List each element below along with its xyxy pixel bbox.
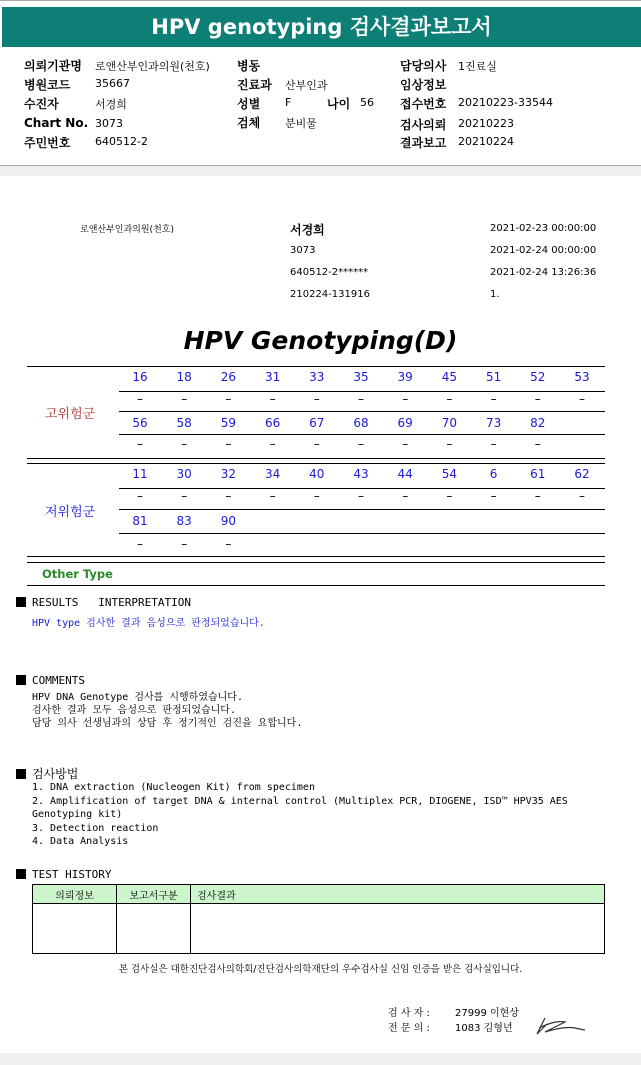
genotype-number: 61 bbox=[530, 467, 546, 481]
high-risk-label: 고위험군 bbox=[45, 407, 96, 422]
table-rule bbox=[27, 556, 605, 557]
history-cell bbox=[33, 904, 117, 954]
report-header bbox=[0, 0, 641, 166]
genotype-result: – bbox=[358, 392, 364, 406]
genotype-result: – bbox=[534, 489, 541, 503]
history-col-report-type: 보고서구분 bbox=[117, 885, 191, 904]
genotype-number: 26 bbox=[220, 370, 237, 384]
genotype-number: 32 bbox=[220, 467, 237, 481]
genotype-result: – bbox=[490, 437, 497, 451]
genotype-number: 44 bbox=[397, 467, 413, 481]
signature-image bbox=[535, 1014, 587, 1038]
info-label: 의뢰기관명 bbox=[24, 59, 82, 73]
method-line: 2. Amplification of target DNA & internal control (Multiplex PCR, DIOGENE, ISD™ HPV35 AES bbox=[32, 795, 568, 807]
genotype-result: – bbox=[402, 392, 409, 406]
genotype-number: 16 bbox=[132, 370, 148, 384]
info-label: 병동 bbox=[237, 59, 261, 73]
results-heading bbox=[16, 596, 191, 609]
summary-date: 2021-02-24 13:26:36 bbox=[490, 267, 597, 278]
genotype-number: 68 bbox=[353, 416, 369, 430]
info-label: 주민번호 bbox=[24, 136, 71, 150]
genotype-number: 35 bbox=[353, 370, 369, 384]
info-value: 로앤산부인과의원(천호) bbox=[95, 60, 210, 73]
genotype-number: 6 bbox=[489, 467, 498, 481]
info-value: 분비물 bbox=[285, 117, 317, 130]
method-line: 4. Data Analysis bbox=[32, 836, 129, 847]
certification-text: 본 검사실은 대한진단검사의학회/진단검사의학재단의 우수검사실 신임 인증을 받은 검사실입니다. bbox=[118, 964, 523, 975]
genotype-number: 58 bbox=[176, 416, 192, 430]
genotype-result: – bbox=[534, 437, 541, 451]
genotype-result: – bbox=[446, 489, 453, 503]
age-label: 나이 bbox=[327, 97, 351, 111]
info-value: F bbox=[285, 96, 292, 109]
table-rule bbox=[119, 434, 605, 435]
signer-value: 27999 이현상 bbox=[455, 1008, 519, 1019]
genotype-result: – bbox=[490, 489, 497, 503]
table-rule bbox=[27, 463, 605, 464]
report-title: HPV genotyping 검사결과보고서 bbox=[2, 7, 641, 47]
history-col-request: 의뢰정보 bbox=[33, 885, 117, 904]
info-value: 35667 bbox=[95, 77, 130, 90]
info-value: 3073 bbox=[95, 117, 123, 130]
signer-label: 검 사 자 : bbox=[388, 1008, 430, 1019]
genotype-number: 31 bbox=[264, 370, 281, 384]
genotype-number: 59 bbox=[220, 416, 237, 430]
genotype-result: – bbox=[269, 437, 276, 451]
info-label: 검사의뢰 bbox=[400, 118, 447, 132]
summary-code: 210224-131916 bbox=[290, 289, 370, 300]
genotype-number: 81 bbox=[132, 514, 148, 528]
info-label: 수진자 bbox=[24, 97, 59, 111]
genotype-result: – bbox=[225, 392, 232, 406]
genotype-result: – bbox=[181, 489, 188, 503]
info-label: 접수번호 bbox=[400, 97, 447, 111]
genotype-result: – bbox=[269, 392, 276, 406]
info-value: 서경희 bbox=[95, 98, 127, 111]
info-label: 임상정보 bbox=[400, 78, 447, 92]
info-label: 결과보고 bbox=[400, 136, 447, 150]
genotype-number: 43 bbox=[353, 467, 369, 481]
genotype-number: 34 bbox=[264, 467, 281, 481]
genotype-number: 70 bbox=[441, 416, 458, 430]
table-rule bbox=[27, 562, 605, 563]
genotype-result: – bbox=[402, 489, 409, 503]
info-label: 진료과 bbox=[237, 78, 272, 92]
signer-value: 1083 김형년 bbox=[455, 1023, 513, 1034]
method-line: 1. DNA extraction (Nucleogen Kit) from specimen bbox=[32, 782, 315, 793]
age-value: 56 bbox=[360, 96, 374, 109]
table-rule bbox=[119, 533, 605, 534]
genotype-result: – bbox=[534, 392, 541, 406]
genotype-number: 73 bbox=[485, 416, 502, 430]
genotype-number: 90 bbox=[220, 514, 237, 528]
genotype-result: – bbox=[313, 437, 320, 451]
genotype-result: – bbox=[358, 437, 364, 451]
genotype-number: 40 bbox=[309, 467, 325, 481]
genotype-result: – bbox=[269, 489, 276, 503]
genotype-number: 53 bbox=[574, 370, 590, 384]
report-page bbox=[0, 176, 641, 1053]
genotype-number: 51 bbox=[485, 370, 502, 384]
signer-label: 전 문 의 : bbox=[388, 1023, 430, 1034]
table-rule bbox=[27, 458, 605, 459]
info-value: 20210224 bbox=[458, 135, 514, 148]
genotype-result: – bbox=[137, 489, 143, 503]
genotype-result: – bbox=[225, 537, 232, 551]
history-cell bbox=[191, 904, 605, 954]
genotype-number: 82 bbox=[530, 416, 546, 430]
genotype-result: – bbox=[225, 437, 232, 451]
table-rule bbox=[27, 585, 605, 586]
genotype-number: 45 bbox=[441, 370, 458, 384]
info-label: 병원코드 bbox=[24, 78, 71, 92]
low-risk-label: 저위험군 bbox=[45, 505, 96, 520]
info-value: 640512-2 bbox=[95, 135, 148, 148]
method-line: Genotyping kit) bbox=[32, 809, 123, 820]
genotype-result: – bbox=[579, 489, 585, 503]
info-label: 담당의사 bbox=[400, 59, 447, 73]
genotype-result: – bbox=[313, 392, 320, 406]
summary-id: 640512-2****** bbox=[290, 267, 369, 278]
square-bullet-icon bbox=[16, 597, 26, 607]
results-text: HPV type 검사한 결과 음성으로 판정되었습니다. bbox=[32, 618, 265, 629]
genotype-result: – bbox=[137, 437, 143, 451]
info-value: 20210223 bbox=[458, 117, 514, 130]
genotype-number: 83 bbox=[176, 514, 192, 528]
genotype-result: – bbox=[181, 537, 188, 551]
genotype-number: 11 bbox=[132, 467, 148, 481]
info-label: Chart No. bbox=[24, 116, 89, 130]
history-heading-text: TEST HISTORY bbox=[32, 868, 112, 881]
genotype-number: 30 bbox=[176, 467, 192, 481]
summary-date: 2021-02-23 00:00:00 bbox=[490, 223, 597, 234]
summary-chart: 3073 bbox=[290, 245, 316, 256]
method-heading bbox=[16, 765, 78, 782]
genotyping-title: HPV Genotyping(D) bbox=[183, 326, 458, 355]
history-table bbox=[32, 884, 605, 954]
genotype-result: – bbox=[358, 489, 364, 503]
genotype-result: – bbox=[446, 392, 453, 406]
genotype-result: – bbox=[181, 437, 188, 451]
genotype-result: – bbox=[137, 537, 143, 551]
info-value: 산부인과 bbox=[285, 79, 328, 92]
history-heading bbox=[16, 868, 111, 881]
summary-date: 1. bbox=[490, 289, 500, 300]
history-col-result: 검사결과 bbox=[191, 885, 605, 904]
square-bullet-icon bbox=[16, 769, 26, 779]
genotype-result: – bbox=[579, 392, 585, 406]
table-rule bbox=[27, 366, 605, 367]
table-rule bbox=[119, 509, 605, 510]
square-bullet-icon bbox=[16, 675, 26, 685]
genotype-result: – bbox=[446, 437, 453, 451]
genotype-result: – bbox=[181, 392, 188, 406]
genotype-number: 33 bbox=[309, 370, 325, 384]
genotype-number: 67 bbox=[309, 416, 325, 430]
info-label: 성별 bbox=[237, 97, 261, 111]
genotype-number: 69 bbox=[397, 416, 413, 430]
square-bullet-icon bbox=[16, 869, 26, 879]
summary-name: 서경희 bbox=[290, 223, 325, 237]
comments-heading bbox=[16, 674, 85, 687]
results-heading-text: RESULTS INTERPRETATION bbox=[32, 596, 191, 609]
genotype-number: 39 bbox=[397, 370, 413, 384]
genotype-number: 66 bbox=[264, 416, 281, 430]
table-rule bbox=[119, 411, 605, 412]
comment-line: HPV DNA Genotype 검사를 시행하였습니다. bbox=[32, 692, 243, 703]
genotype-number: 52 bbox=[530, 370, 546, 384]
genotype-result: – bbox=[225, 489, 232, 503]
method-heading-text: 검사방법 bbox=[32, 767, 79, 781]
genotype-number: 54 bbox=[441, 467, 458, 481]
comments-heading-text: COMMENTS bbox=[32, 674, 85, 687]
genotype-result: – bbox=[313, 489, 320, 503]
info-label: 검체 bbox=[237, 116, 261, 130]
summary-date: 2021-02-24 00:00:00 bbox=[490, 245, 597, 256]
summary-clinic: 로앤산부인과의원(천호) bbox=[80, 225, 174, 235]
comment-line: 검사한 결과 모두 음성으로 판정되었습니다. bbox=[32, 705, 236, 716]
genotype-result: – bbox=[137, 392, 143, 406]
method-line: 3. Detection reaction bbox=[32, 822, 159, 834]
history-cell bbox=[117, 904, 191, 954]
comment-line: 담당 의사 선생님과의 상담 후 정기적인 검진을 요합니다. bbox=[32, 718, 303, 729]
genotype-result: – bbox=[490, 392, 497, 406]
info-value: 20210223-33544 bbox=[458, 96, 553, 109]
genotype-number: 18 bbox=[176, 370, 192, 384]
genotype-result: – bbox=[402, 437, 409, 451]
info-value: 1진료실 bbox=[458, 60, 497, 73]
genotype-number: 56 bbox=[132, 416, 148, 430]
genotype-number: 62 bbox=[574, 467, 590, 481]
other-type-label: Other Type bbox=[42, 567, 113, 581]
